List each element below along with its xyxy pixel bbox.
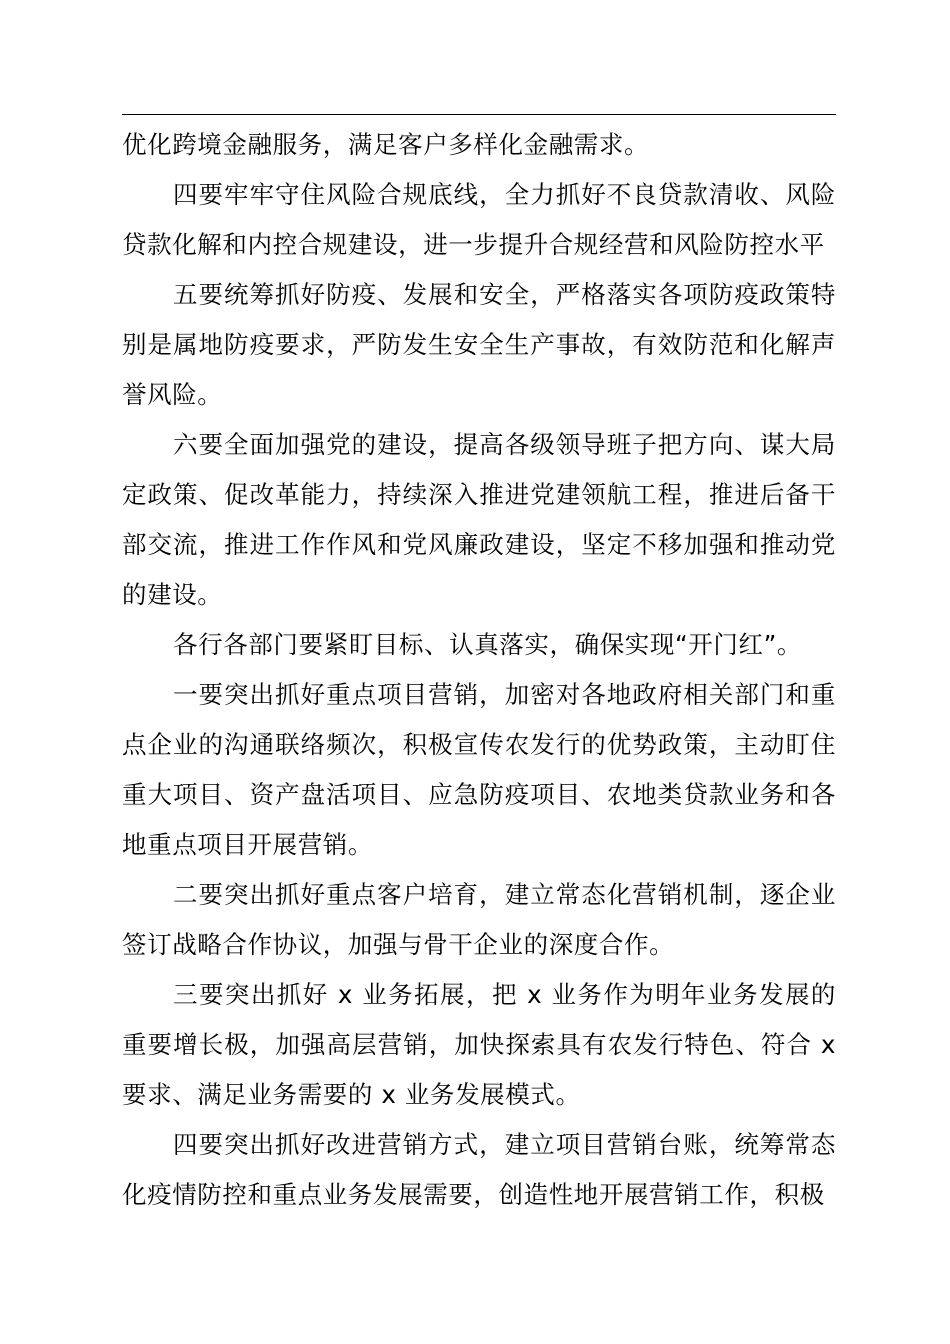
paragraph-1: 优化跨境金融服务，满足客户多样化金融需求。	[122, 130, 650, 159]
paragraph-6: 一要突出抓好重点项目营销，加密对各地政府相关部门和重点企业的沟通联络频次，积极宣传农发行的优势政策，主动盯住重大项目、资产盘活项目、应急防疫项目、农地类贷款业务和各地重点项目开展营销。	[122, 680, 836, 859]
paragraph-8: 三要突出抓好 x 业务拓展，把 x 业务作为明年业务发展的重要增长极，加强高层营销，加快探索具有农发行特色、符合 x 要求、满足业务需要的 x 业务发展模式。	[122, 980, 836, 1109]
paragraph-5: 各行各部门要紧盯目标、认真落实，确保实现“开门红”。	[173, 630, 802, 659]
document-body	[122, 120, 836, 1220]
paragraph-7: 二要突出抓好重点客户培育，建立常态化营销机制，逐企业签订战略合作协议，加强与骨干企业的深度合作。	[122, 880, 836, 959]
paragraph-2: 四要牢牢守住风险合规底线，全力抓好不良贷款清收、风险贷款化解和内控合规建设，进一步提升合规经营和风险防控水平	[122, 180, 836, 259]
paragraph-3: 五要统筹抓好防疫、发展和安全，严格落实各项防疫政策特别是属地防疫要求，严防发生安全生产事故，有效防范和化解声誉风险。	[122, 280, 836, 409]
paragraph-4: 六要全面加强党的建设，提高各级领导班子把方向、谋大局定政策、促改革能力，持续深入推进党建领航工程，推进后备干部交流，推进工作作风和党风廉政建设，坚定不移加强和推动党的建设。	[122, 430, 836, 609]
header-rule	[122, 114, 836, 115]
paragraph-9: 四要突出抓好改进营销方式，建立项目营销台账，统筹常态化疫情防控和重点业务发展需要，创造性地开展营销工作，积极	[122, 1130, 836, 1209]
